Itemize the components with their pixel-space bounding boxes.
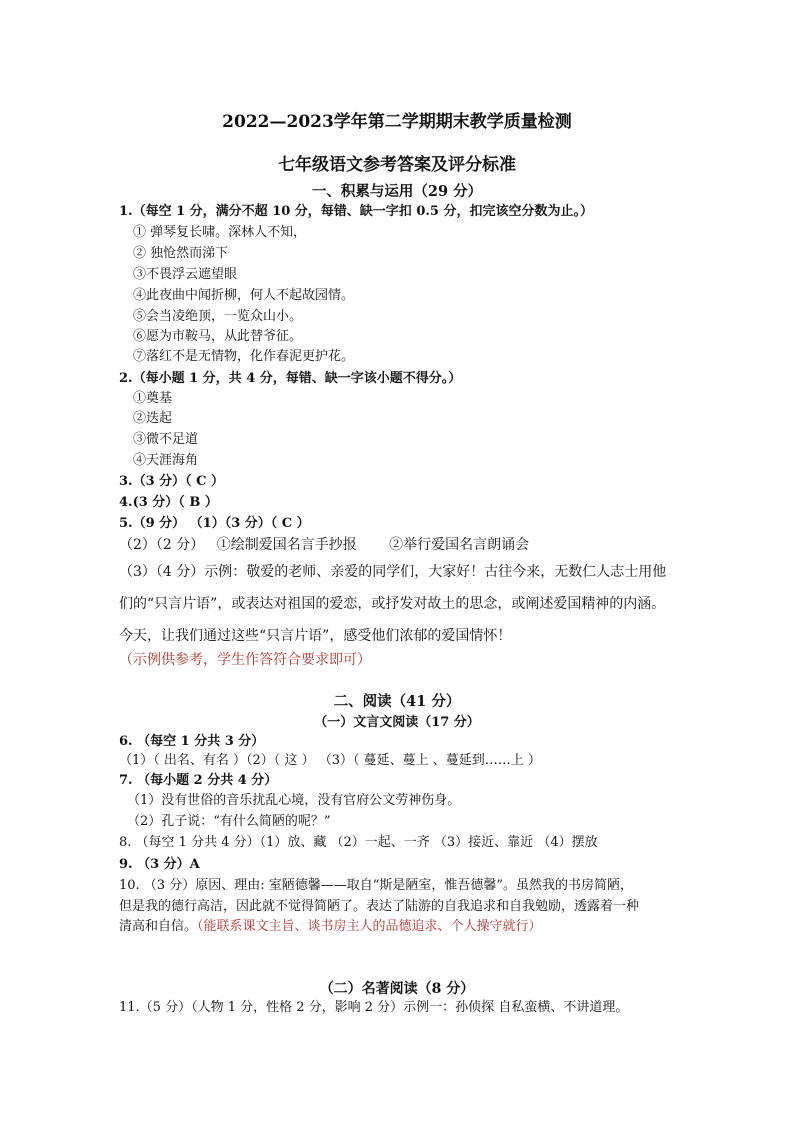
q5-part2-label: （2）（2 分） (119, 537, 205, 553)
q2-item: ③微不足道 (133, 432, 199, 447)
q1-item: ⑦落红不是无情物，化作春泥更护花。 (133, 349, 355, 364)
q1-item: ⑥愿为市鞍马，从此替爷征。 (133, 329, 303, 344)
q2-item: ①奠基 (133, 391, 173, 406)
q10-line: 10. （3 分）原因、理由: 室陋德馨——取自“斯是陋室，惟吾德馨”。虽然我的书房简陋， (119, 878, 634, 893)
subsection-classics: （二）名著阅读（8 分） (319, 981, 475, 997)
q7-item: （2）孔子说：“有什么简陋的呢？” (127, 814, 331, 829)
q7-item: （1）没有世俗的音乐扰乱心境，没有官府公文劳神伤身。 (127, 793, 461, 808)
q11-answer: 11.（5 分）（人物 1 分，性格 2 分，影响 2 分）示例一：孙侦探 自私蛮横、不讲道理。 (119, 1000, 629, 1015)
q1-item: ① 弹琴复长啸。深林人不知， (133, 225, 307, 240)
doc-subtitle: 七年级语文参考答案及评分标准 (278, 155, 516, 175)
q3-answer: 3.（3 分）（ C ） (119, 474, 225, 489)
q5-part2-b: ②举行爱国名言朗诵会 (389, 537, 530, 553)
section1-heading: 一、积累与运用（29 分） (311, 183, 483, 200)
q4-answer: 4.(3 分）（ B ） (119, 495, 218, 510)
q5-part2 (119, 536, 529, 554)
q5-part3-line: （3）（4 分）示例：敬爱的老师、亲爱的同学们，大家好！古往今来，无数仁人志士用他 (119, 564, 667, 580)
q10-line3-text: 清高和自信。 (119, 919, 198, 934)
q1-head: 1.（每空 1 分，满分不超 10 分，每错、缺一字扣 0.5 分，扣完该空分数为止。） (119, 204, 593, 219)
q6-head: 6. （每空 1 分共 3 分） (119, 734, 265, 749)
q1-item: ③不畏浮云遮望眼 (133, 267, 238, 282)
q1-item: ② 独怆然而涕下 (133, 246, 229, 261)
q1-item: ④此夜曲中闻折柳，何人不起故园情。 (133, 288, 355, 303)
q5-head: 5.（9 分） （1）（3 分）（ C ） (119, 516, 310, 531)
q5-note: （示例供参考，学生作答符合要求即可） (119, 652, 371, 668)
q6-answers: （1）（ 出名、有名 ）（2）（ 这 ） （3）（ 蔓延、蔓上 、蔓延到……上 ） (119, 753, 541, 768)
q1-item: ⑤会当凌绝顶，一览众山小。 (133, 309, 303, 324)
q5-part3-line: 今天，让我们通过这些“只言片语”，感受他们浓郁的爱国情怀！ (119, 628, 512, 644)
q2-item: ②迭起 (133, 411, 173, 426)
doc-title: 2022—2023学年第二学期期末教学质量检测 (222, 112, 572, 132)
q10-line: 但是我的德行高洁，因此就不觉得简陋了。表达了陆游的自我追求和自我勉励，透露着一种 (119, 899, 640, 914)
q2-item: ④天涯海角 (133, 453, 199, 468)
subsection-classical: （一）文言文阅读（17 分） (314, 715, 480, 730)
q9-answer: 9. （3 分）A (119, 857, 200, 872)
q2-head: 2.（每小题 1 分，共 4 分，每错、缺一字该小题不得分。） (119, 371, 462, 386)
q5-part3-line: 们的“只言片语”，或表达对祖国的爱恋，或抒发对故土的思念，或阐述爱国精神的内涵。 (119, 596, 666, 612)
q10-line (119, 918, 542, 936)
q10-note: （能联系课文主旨、谈书房主人的品德追求、个人操守就行） (197, 919, 542, 934)
q8-answer: 8. （每空 1 分共 4 分）（1）放、藏 （2）一起、一齐 （3）接近、靠近 （4）摆放 (119, 835, 598, 850)
q5-part2-a: ①绘制爱国名言手抄报 (216, 537, 357, 553)
q7-head: 7. （每小题 2 分共 4 分） (119, 773, 278, 788)
section2-heading: 二、阅读（41 分） (333, 693, 461, 710)
